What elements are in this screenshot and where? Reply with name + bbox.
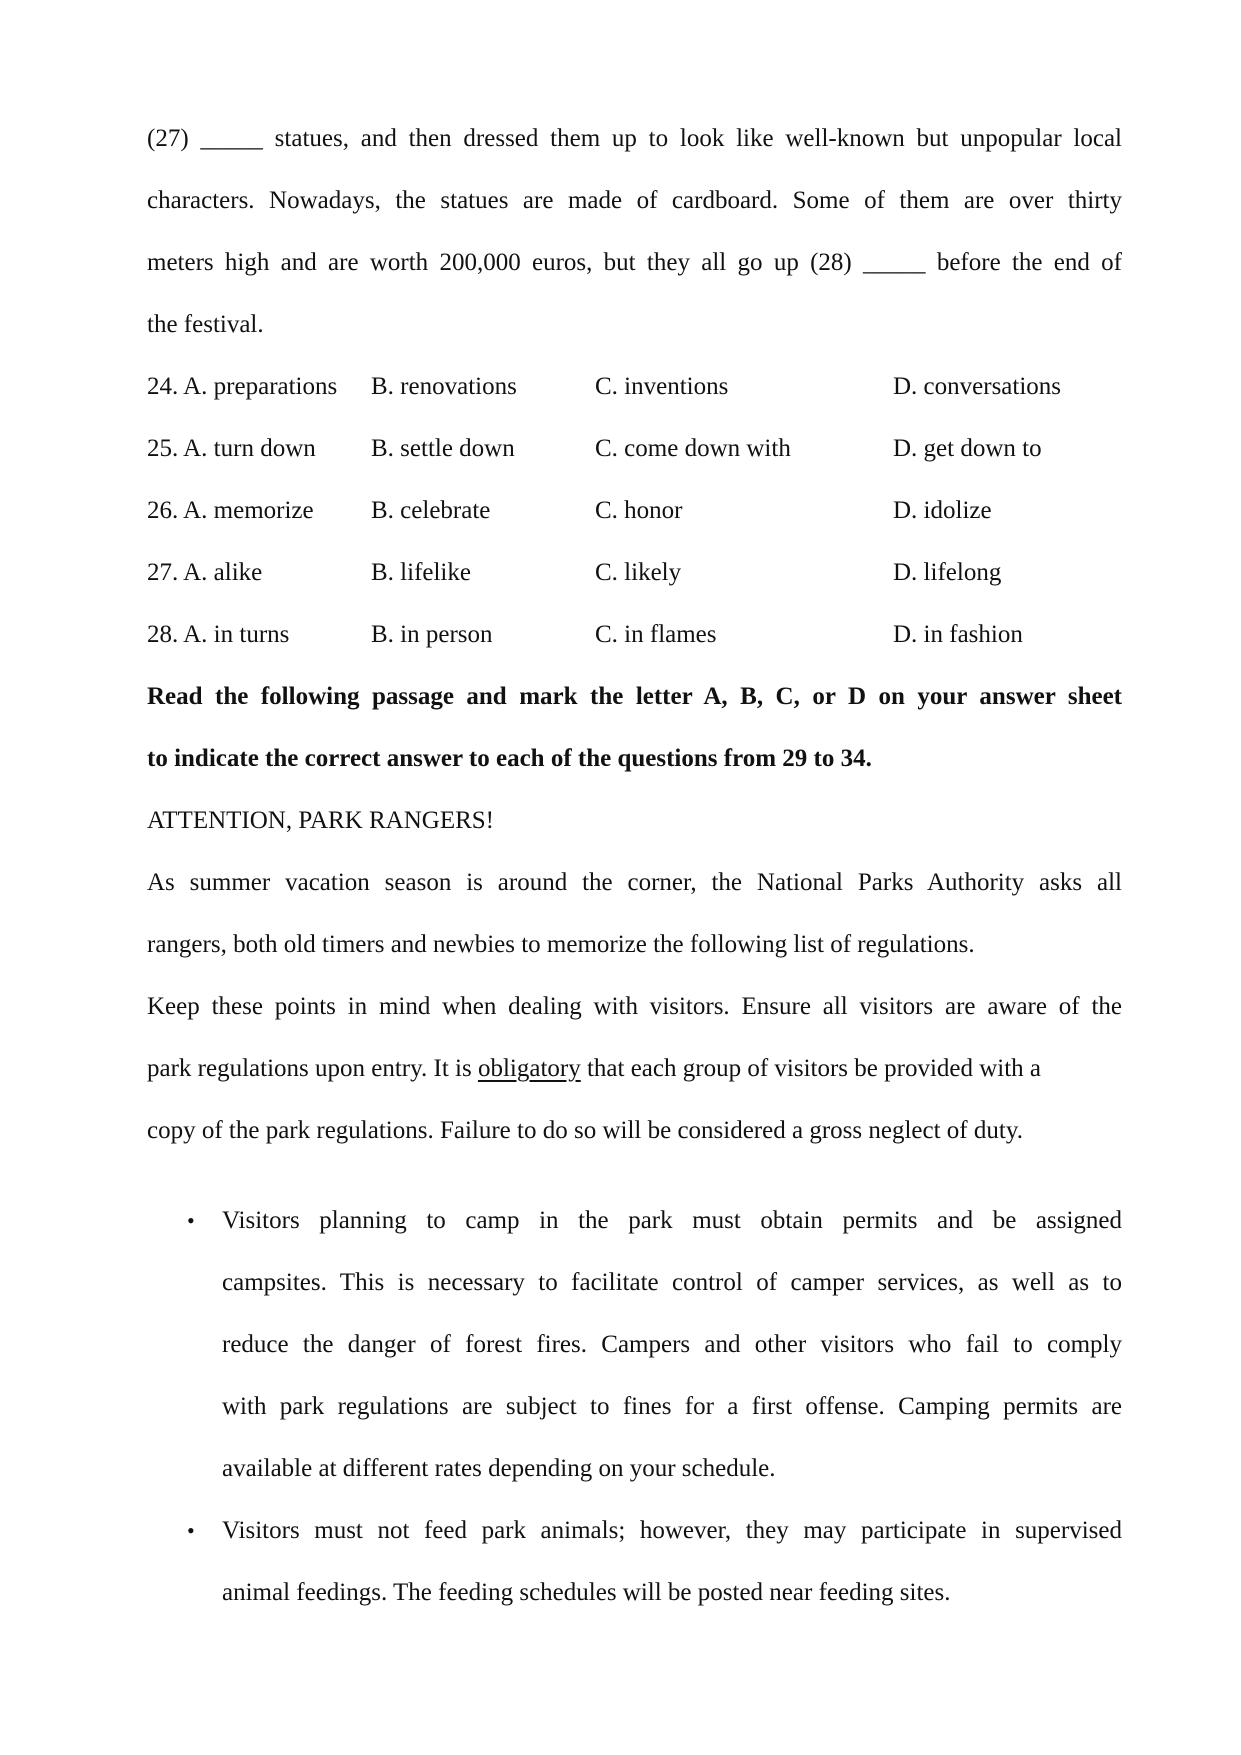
passage-line: meters high and are worth 200,000 euros, but they all go up (28) _____ before the end of [147, 249, 1122, 276]
option-c: C. in flames [595, 621, 717, 648]
bullet-line: Visitors planning to camp in the park must obtain permits and be assigned [222, 1207, 1122, 1234]
underlined-word: obligatory [477, 1055, 581, 1082]
option-a: 25. A. turn down [147, 435, 316, 462]
paragraph-text-post: that each group of visitors be provided with a [580, 1055, 1042, 1082]
option-b: B. renovations [371, 373, 517, 400]
passage-line: (27) _____ statues, and then dressed them up to look like well-known but unpopular local [147, 125, 1122, 152]
option-a: 27. A. alike [147, 559, 263, 586]
option-c: C. inventions [595, 373, 729, 400]
option-d: D. conversations [893, 373, 1062, 400]
paragraph-text-pre: park regulations upon entry. It is [147, 1055, 478, 1082]
question-row [147, 418, 1122, 480]
notice-intro-line: rangers, both old timers and newbies to memorize the following list of regulations. [147, 931, 975, 958]
bullet-line: available at different rates depending on your schedule. [222, 1455, 776, 1482]
question-row [147, 356, 1122, 418]
notice-heading: ATTENTION, PARK RANGERS! [147, 807, 495, 834]
question-row [147, 542, 1122, 604]
option-c: C. come down with [595, 435, 791, 462]
notice-paragraph-line: Keep these points in mind when dealing with visitors. Ensure all visitors are aware of the [147, 993, 1122, 1020]
option-a: 26. A. memorize [147, 497, 314, 524]
option-a: 28. A. in turns [147, 621, 290, 648]
question-row [147, 604, 1122, 666]
option-c: C. honor [595, 497, 683, 524]
question-options [147, 356, 1122, 666]
bullet-line: campsites. This is necessary to facilitate control of camper services, as well as to [222, 1269, 1122, 1296]
option-b: B. in person [371, 621, 493, 648]
option-a: 24. A. preparations [147, 373, 338, 400]
option-b: B. celebrate [371, 497, 491, 524]
bullet-line: reduce the danger of forest fires. Campers and other visitors who fail to comply [222, 1331, 1122, 1358]
bullet-item [147, 1500, 1122, 1624]
spacer [147, 1162, 1122, 1190]
instruction-line: to indicate the correct answer to each of the questions from 29 to 34. [147, 745, 872, 772]
question-row [147, 480, 1122, 542]
document-page [147, 108, 1122, 1624]
notice-paragraph-line [147, 1038, 1122, 1100]
option-d: D. lifelong [893, 559, 1002, 586]
bullet-line: animal feedings. The feeding schedules will be posted near feeding sites. [222, 1579, 951, 1606]
passage-line: characters. Nowadays, the statues are made of cardboard. Some of them are over thirty [147, 187, 1122, 214]
option-d: D. in fashion [893, 621, 1023, 648]
notice-intro-line: As summer vacation season is around the corner, the National Parks Authority asks all [147, 869, 1122, 896]
bullet-icon: • [187, 1208, 195, 1233]
notice-paragraph-line: copy of the park regulations. Failure to do so will be considered a gross neglect of duty. [147, 1117, 1023, 1144]
option-d: D. get down to [893, 435, 1042, 462]
bullet-item [147, 1190, 1122, 1500]
option-d: D. idolize [893, 497, 992, 524]
option-b: B. lifelike [371, 559, 471, 586]
bullet-line: Visitors must not feed park animals; however, they may participate in supervised [222, 1517, 1122, 1544]
bullet-icon: • [187, 1518, 195, 1543]
option-c: C. likely [595, 559, 682, 586]
paragraph-text [147, 1038, 1041, 1100]
option-b: B. settle down [371, 435, 515, 462]
instruction-line: Read the following passage and mark the letter A, B, C, or D on your answer sheet [147, 683, 1122, 710]
passage-line: the festival. [147, 311, 264, 338]
bullet-line: with park regulations are subject to fines for a first offense. Camping permits are [222, 1393, 1122, 1420]
